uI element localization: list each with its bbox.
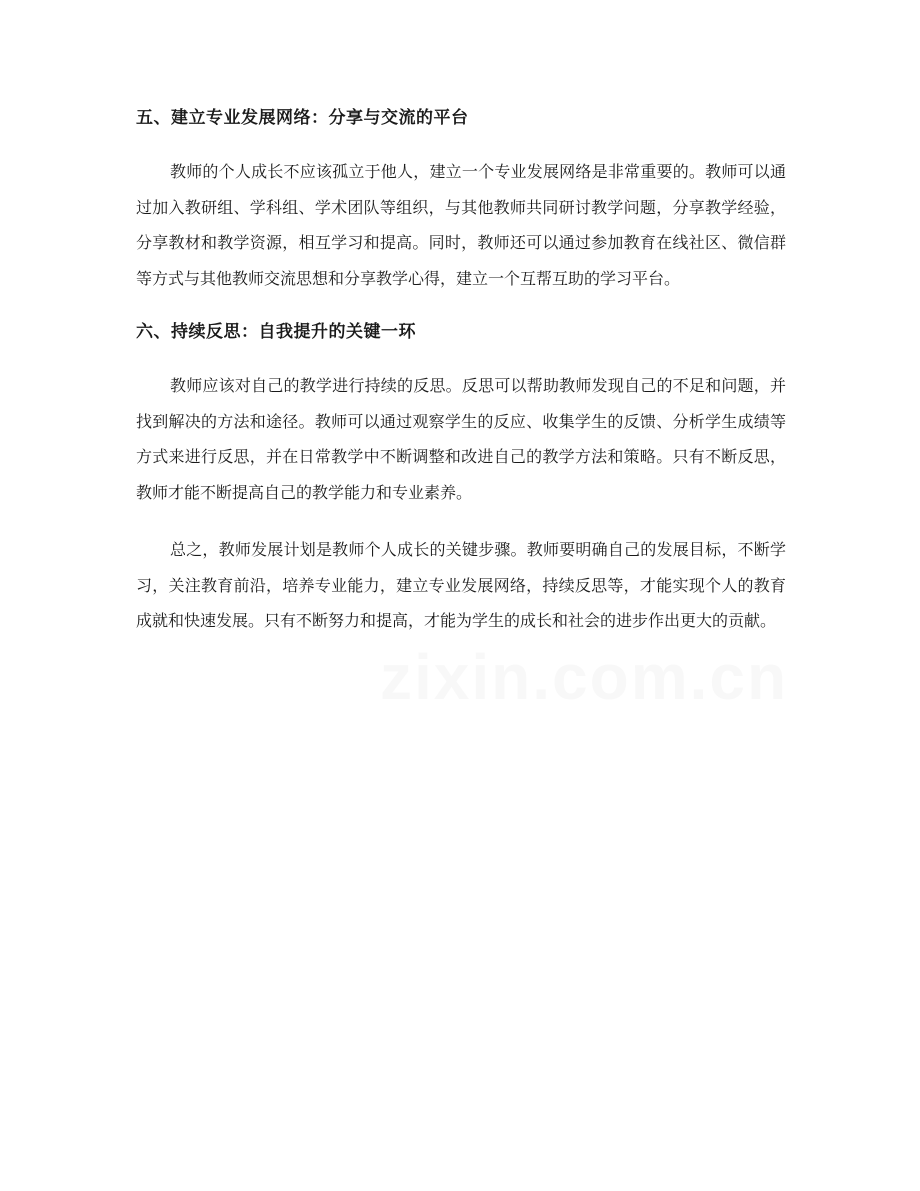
conclusion-paragraph: 总之，教师发展计划是教师个人成长的关键步骤。教师要明确自己的发展目标，不断学习，关注教育前沿，培养专业能力，建立专业发展网络，持续反思等，才能实现个人的教育成就和快速发展。只有不断努力和提高，才能为学生的成长和社会的进步作出更大的贡献。 bbox=[136, 540, 786, 630]
document-content bbox=[136, 104, 786, 661]
section-heading-5: 五、建立专业发展网络：分享与交流的平台 bbox=[136, 108, 469, 128]
section-heading-6: 六、持续反思：自我提升的关键一环 bbox=[136, 322, 416, 342]
watermark: zixin.com.cn bbox=[380, 641, 789, 713]
section-paragraph-5: 教师的个人成长不应该孤立于他人，建立一个专业发展网络是非常重要的。教师可以通过加入教研组、学科组、学术团队等组织，与其他教师共同研讨教学问题，分享教学经验，分享教材和教学资源，相互学习和提高。同时，教师还可以通过参加教育在线社区、微信群等方式与其他教师交流思想和分享教学心得，建立一个互帮互助的学习平台。 bbox=[136, 162, 786, 288]
section-paragraph-6: 教师应该对自己的教学进行持续的反思。反思可以帮助教师发现自己的不足和问题，并找到解决的方法和途径。教师可以通过观察学生的反应、收集学生的反馈、分析学生成绩等方式来进行反思，并在日常教学中不断调整和改进自己的教学方法和策略。只有不断反思，教师才能不断提高自己的教学能力和专业素养。 bbox=[136, 376, 786, 502]
